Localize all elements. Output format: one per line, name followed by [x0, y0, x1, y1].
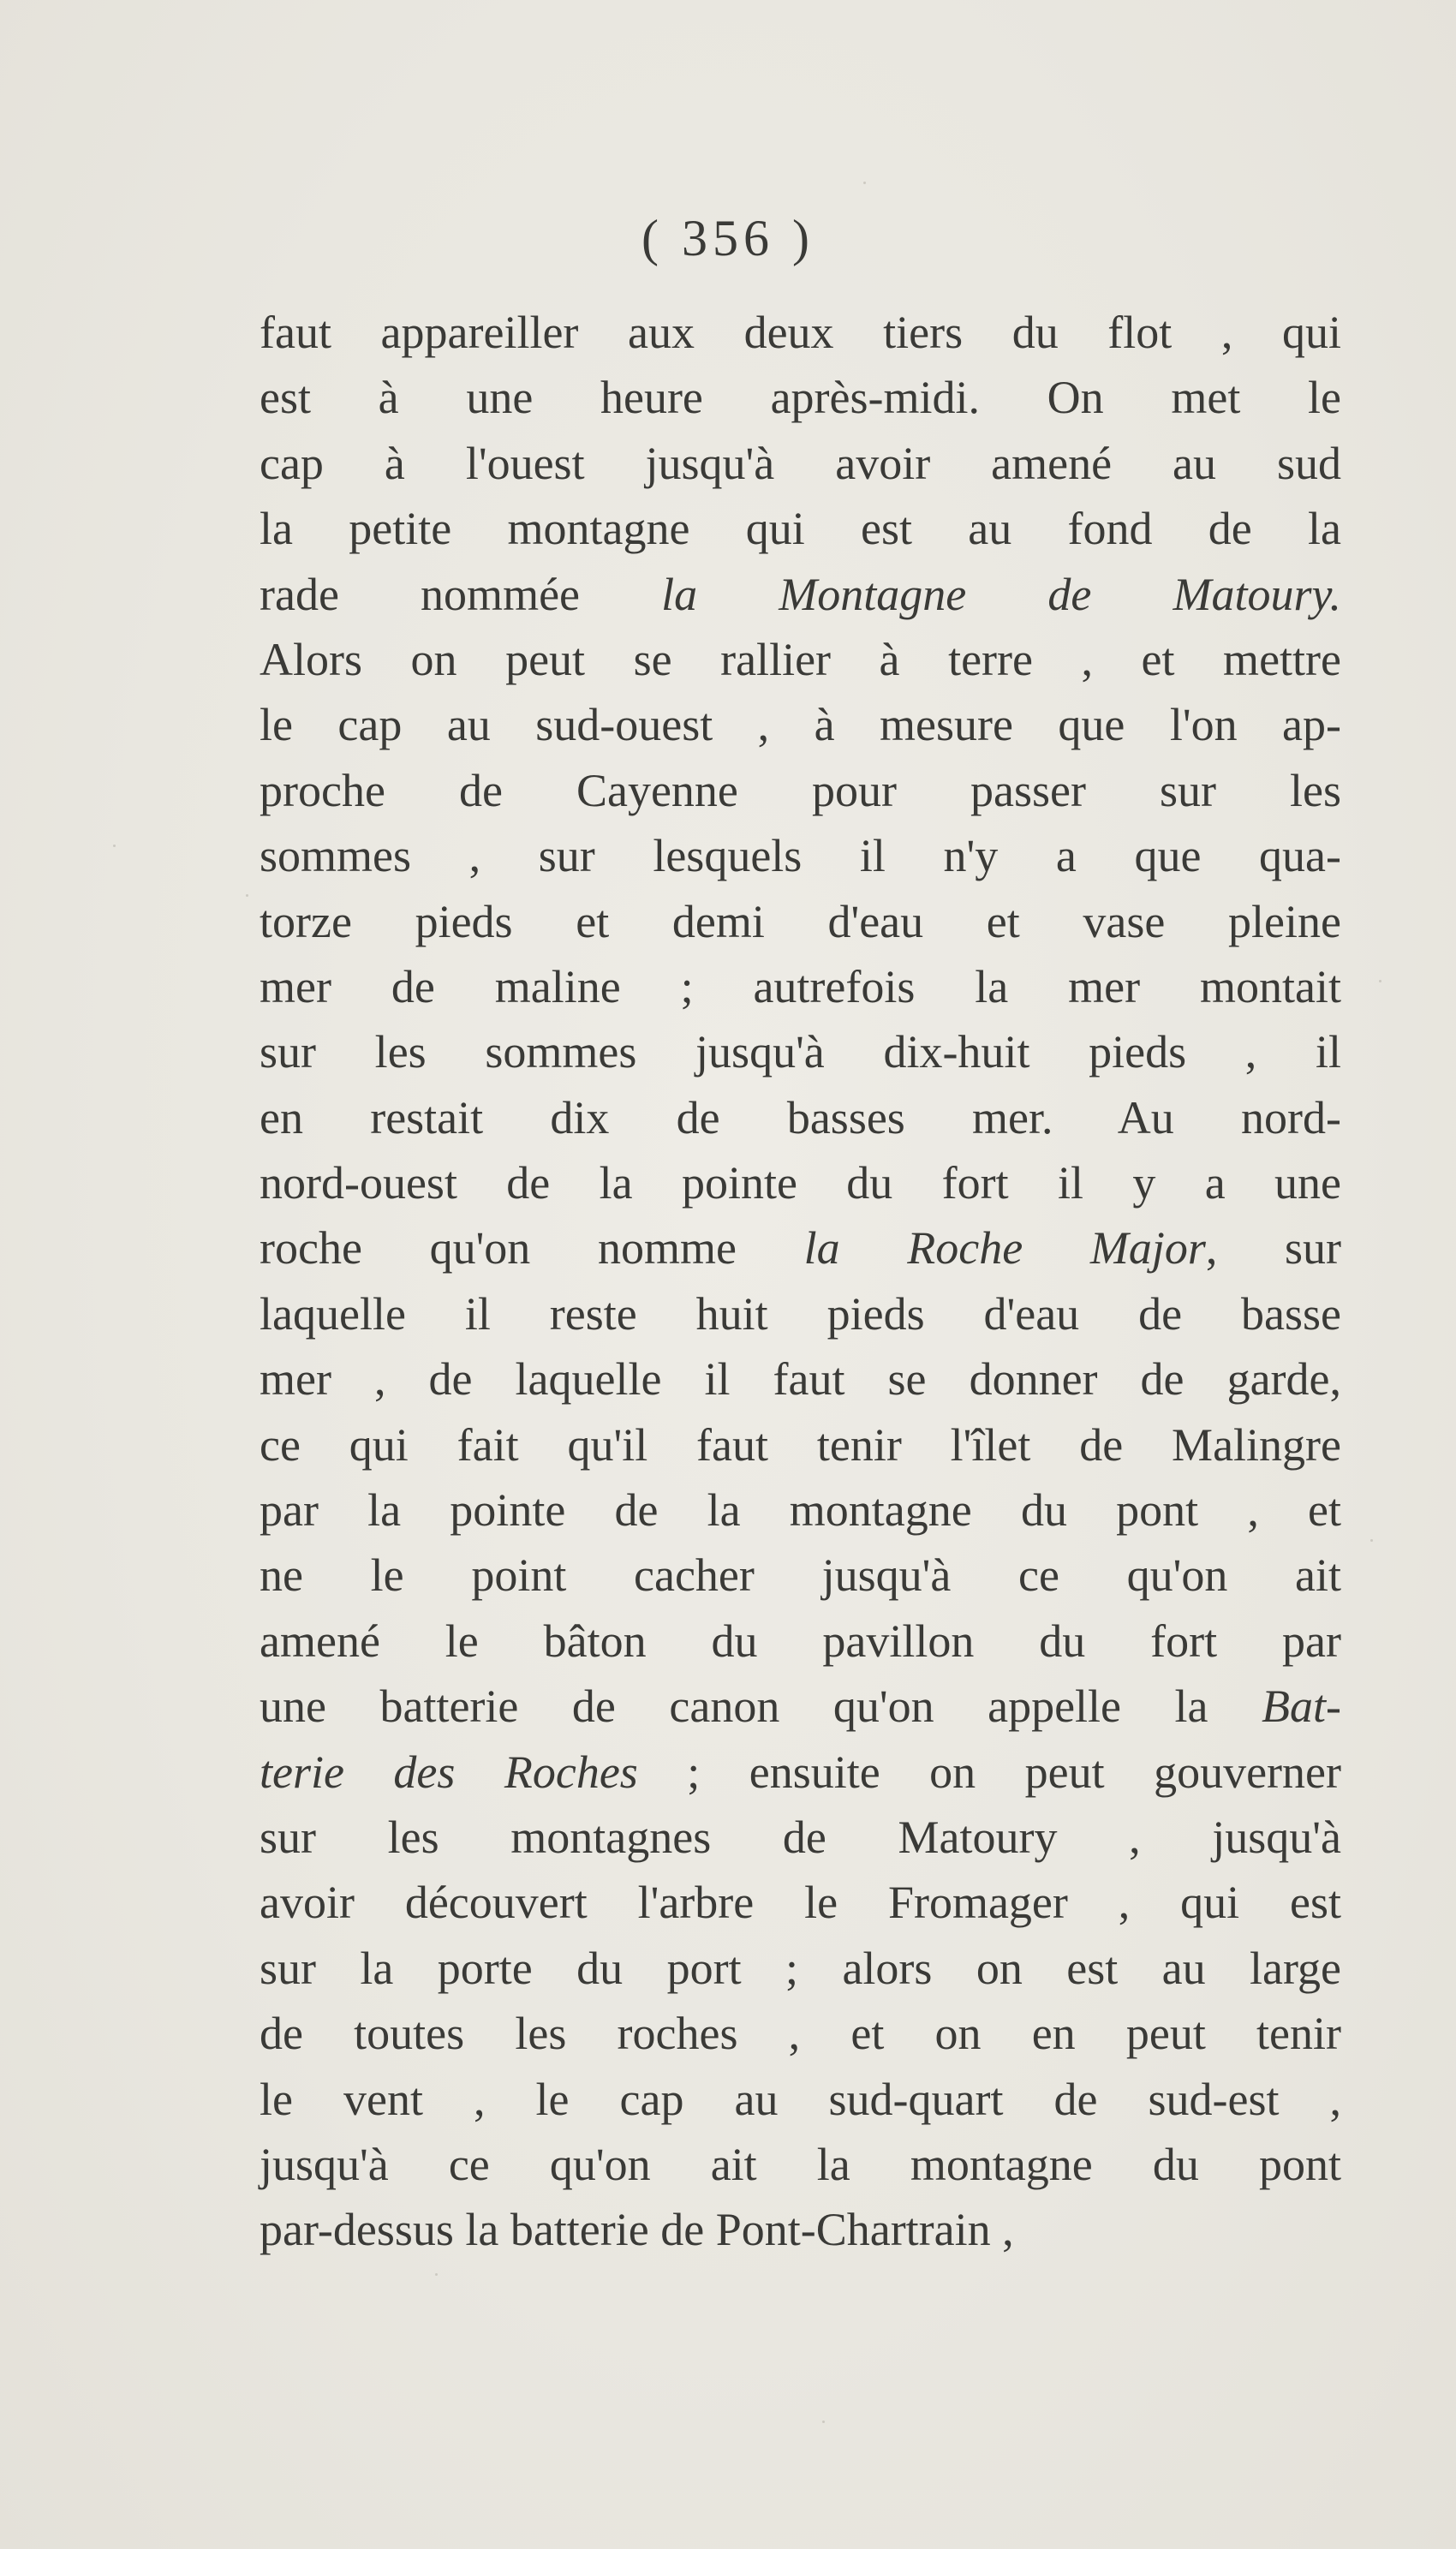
- text-run: torze pieds et demi d'eau et vase pleine: [260, 895, 1341, 947]
- text-line: [260, 1150, 1341, 1215]
- text-line: [260, 2132, 1341, 2197]
- text-run: ne le point cacher jusqu'à ce qu'on ait: [260, 1549, 1341, 1602]
- text-line: [260, 1609, 1341, 1674]
- text-line: [260, 758, 1341, 823]
- text-run: ; ensuite on peut gouverner: [637, 1746, 1341, 1798]
- text-run: est à une heure après-midi. On met le: [260, 372, 1341, 424]
- paper-speck: [863, 182, 866, 184]
- text-line: [260, 2067, 1341, 2132]
- text-run: proche de Cayenne pour passer sur les: [260, 764, 1341, 816]
- text-line: [260, 1085, 1341, 1150]
- text-run: sur la porte du port ; alors on est au large: [260, 1942, 1341, 1994]
- text-run: une batterie de canon qu'on appelle la: [260, 1680, 1262, 1733]
- text-line: [260, 365, 1341, 430]
- text-line: [260, 300, 1341, 365]
- text-line: [260, 431, 1341, 496]
- text-run: avoir découvert l'arbre le Fromager , qui est: [260, 1877, 1341, 1929]
- text-line: [260, 823, 1341, 888]
- text-run: de toutes les roches , et on en peut tenir: [260, 2008, 1341, 2060]
- text-line: [260, 562, 1341, 627]
- italic-run: Bat-: [1262, 1680, 1341, 1733]
- text-run: mer , de laquelle il faut se donner de garde,: [260, 1353, 1341, 1406]
- text-line: [260, 627, 1341, 692]
- paper-speck: [113, 845, 116, 847]
- text-run: le vent , le cap au sud-quart de sud-est ,: [260, 2073, 1341, 2125]
- text-line: [260, 1477, 1341, 1543]
- body-text: [260, 300, 1341, 2263]
- text-run: sommes , sur lesquels il n'y a que qua-: [260, 830, 1341, 882]
- paper-speck: [1379, 980, 1381, 982]
- text-run: jusqu'à ce qu'on ait la montagne du pont: [260, 2138, 1341, 2190]
- text-line: [260, 1936, 1341, 2001]
- text-line: [260, 1870, 1341, 1935]
- text-line: [260, 1215, 1341, 1280]
- text-run: rade nommée: [260, 568, 662, 620]
- text-run: en restait dix de basses mer. Au nord-: [260, 1091, 1341, 1143]
- text-run: par la pointe de la montagne du pont , et: [260, 1484, 1341, 1537]
- text-run: laquelle il reste huit pieds d'eau de basse: [260, 1287, 1341, 1340]
- text-line: [260, 496, 1341, 561]
- paper-speck: [822, 2421, 825, 2423]
- text-line: [260, 2001, 1341, 2066]
- text-line: [260, 1019, 1341, 1084]
- text-run: faut appareiller aux deux tiers du flot , qui: [260, 307, 1341, 358]
- italic-run: la Montagne de Matoury.: [661, 568, 1341, 620]
- text-run: , sur: [1205, 1222, 1341, 1274]
- text-run: amené le bâton du pavillon du fort par: [260, 1615, 1341, 1667]
- text-line: [260, 1346, 1341, 1412]
- text-run: roche qu'on nomme: [260, 1222, 804, 1274]
- text-line: [260, 2197, 1341, 2262]
- text-line: [260, 1543, 1341, 1608]
- text-run: ce qui fait qu'il faut tenir l'îlet de Malingre: [260, 1418, 1341, 1471]
- text-run: nord-ouest de la pointe du fort il y a une: [260, 1157, 1341, 1209]
- text-line: [260, 1674, 1341, 1739]
- paper-speck: [435, 2273, 438, 2276]
- text-line: [260, 954, 1341, 1019]
- text-run: mer de maline ; autrefois la mer montait: [260, 960, 1341, 1012]
- text-line: [260, 1805, 1341, 1870]
- italic-run: terie des Roches: [260, 1746, 638, 1798]
- text-run: par-dessus la batterie de Pont-Chartrain ,: [260, 2204, 1014, 2256]
- text-line: [260, 889, 1341, 954]
- text-line: [260, 692, 1341, 757]
- text-run: le cap au sud-ouest , à mesure que l'on ap-: [260, 699, 1341, 751]
- italic-run: la Roche Major: [803, 1222, 1206, 1274]
- text-line: [260, 1740, 1341, 1805]
- page-number: ( 356 ): [641, 210, 815, 266]
- text-line: [260, 1412, 1341, 1477]
- text-line: [260, 1281, 1341, 1346]
- text-run: sur les sommes jusqu'à dix-huit pieds , il: [260, 1026, 1341, 1078]
- paper-speck: [1370, 1539, 1373, 1542]
- text-run: cap à l'ouest jusqu'à avoir amené au sud: [260, 437, 1341, 489]
- text-run: la petite montagne qui est au fond de la: [260, 503, 1341, 555]
- paper-speck: [246, 894, 248, 897]
- text-run: sur les montagnes de Matoury , jusqu'à: [260, 1811, 1341, 1863]
- text-run: Alors on peut se rallier à terre , et mettre: [260, 633, 1341, 685]
